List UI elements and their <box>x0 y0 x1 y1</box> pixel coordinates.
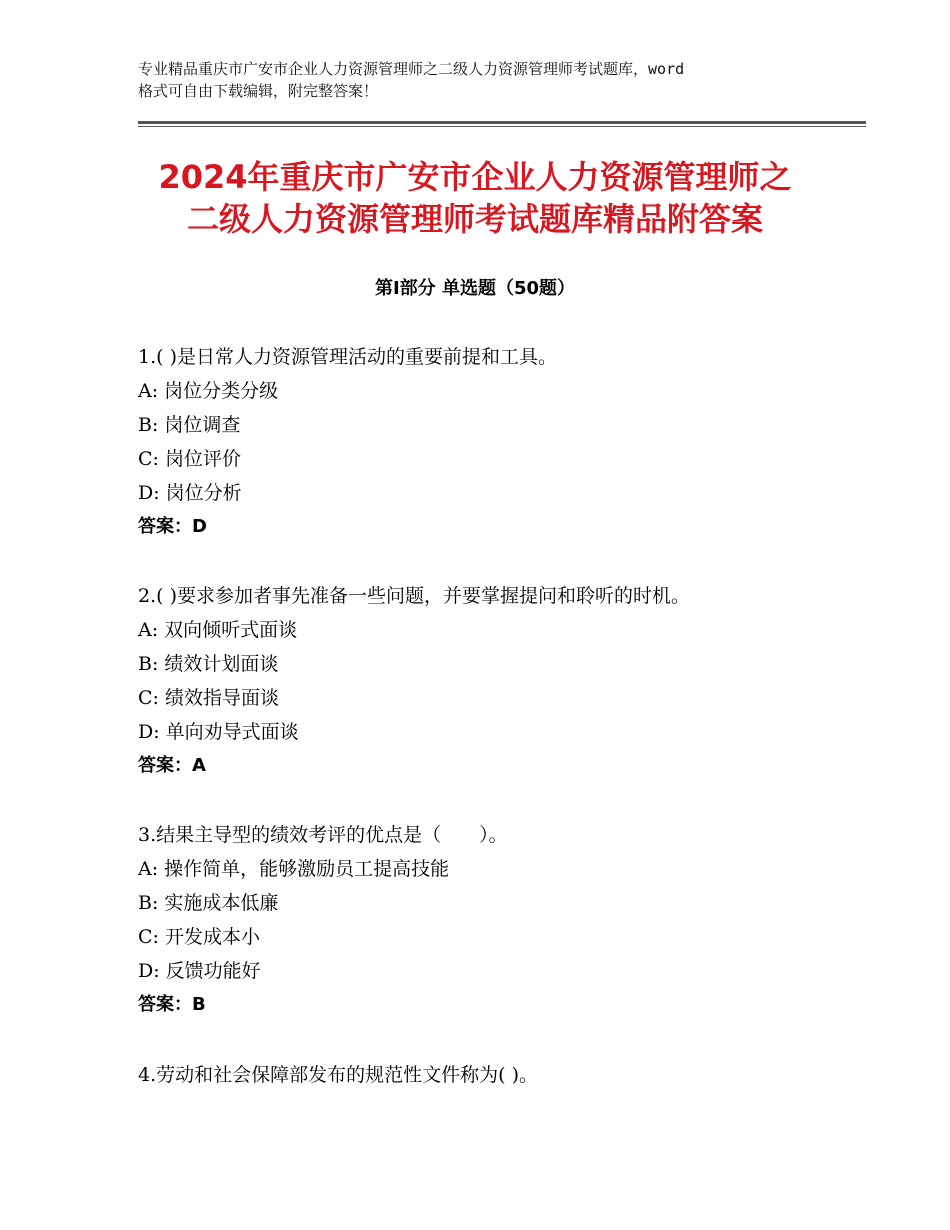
question-stem: 3.结果主导型的绩效考评的优点是（ ）。 <box>138 824 508 846</box>
question-3 <box>138 818 878 1022</box>
question-1 <box>138 340 878 544</box>
option-d: D: 单向劝导式面谈 <box>138 721 299 743</box>
question-stem: 4.劳动和社会保障部发布的规范性文件称为( )。 <box>138 1064 538 1086</box>
option-a: A: 岗位分类分级 <box>138 380 279 402</box>
section-title: 第Ⅰ部分 单选题（50题） <box>374 278 575 299</box>
document-title <box>60 156 890 240</box>
option-d: D: 反馈功能好 <box>138 960 261 982</box>
question-stem: 2.( )要求参加者事先准备一些问题，并要掌握提问和聆听的时机。 <box>138 585 690 607</box>
question-2 <box>138 579 878 783</box>
option-a: A: 双向倾听式面谈 <box>138 619 298 641</box>
answer: 答案：B <box>138 994 206 1015</box>
option-b: B: 实施成本低廉 <box>138 892 279 914</box>
answer: 答案：D <box>138 516 207 537</box>
document-title-line-1: 2024年重庆市广安市企业人力资源管理师之 <box>158 158 792 196</box>
header-note-line-1: 专业精品重庆市广安市企业人力资源管理师之二级人力资源管理师考试题库，word <box>138 60 685 78</box>
question-4 <box>138 1058 878 1092</box>
option-c: C: 开发成本小 <box>138 926 260 948</box>
header-divider-thin <box>138 126 866 127</box>
document-title-line-2: 二级人力资源管理师考试题库精品附答案 <box>186 200 763 238</box>
option-b: B: 岗位调查 <box>138 414 241 436</box>
answer: 答案：A <box>138 755 206 776</box>
option-d: D: 岗位分析 <box>138 482 242 504</box>
question-stem: 1.( )是日常人力资源管理活动的重要前提和工具。 <box>138 346 557 368</box>
header-note-line-2: 格式可自由下载编辑，附完整答案！ <box>138 82 379 100</box>
header-note <box>138 58 838 102</box>
option-c: C: 岗位评价 <box>138 448 241 470</box>
option-b: B: 绩效计划面谈 <box>138 653 279 675</box>
option-a: A: 操作简单，能够激励员工提高技能 <box>138 858 450 880</box>
header-divider-thick <box>138 121 866 124</box>
option-c: C: 绩效指导面谈 <box>138 687 279 709</box>
